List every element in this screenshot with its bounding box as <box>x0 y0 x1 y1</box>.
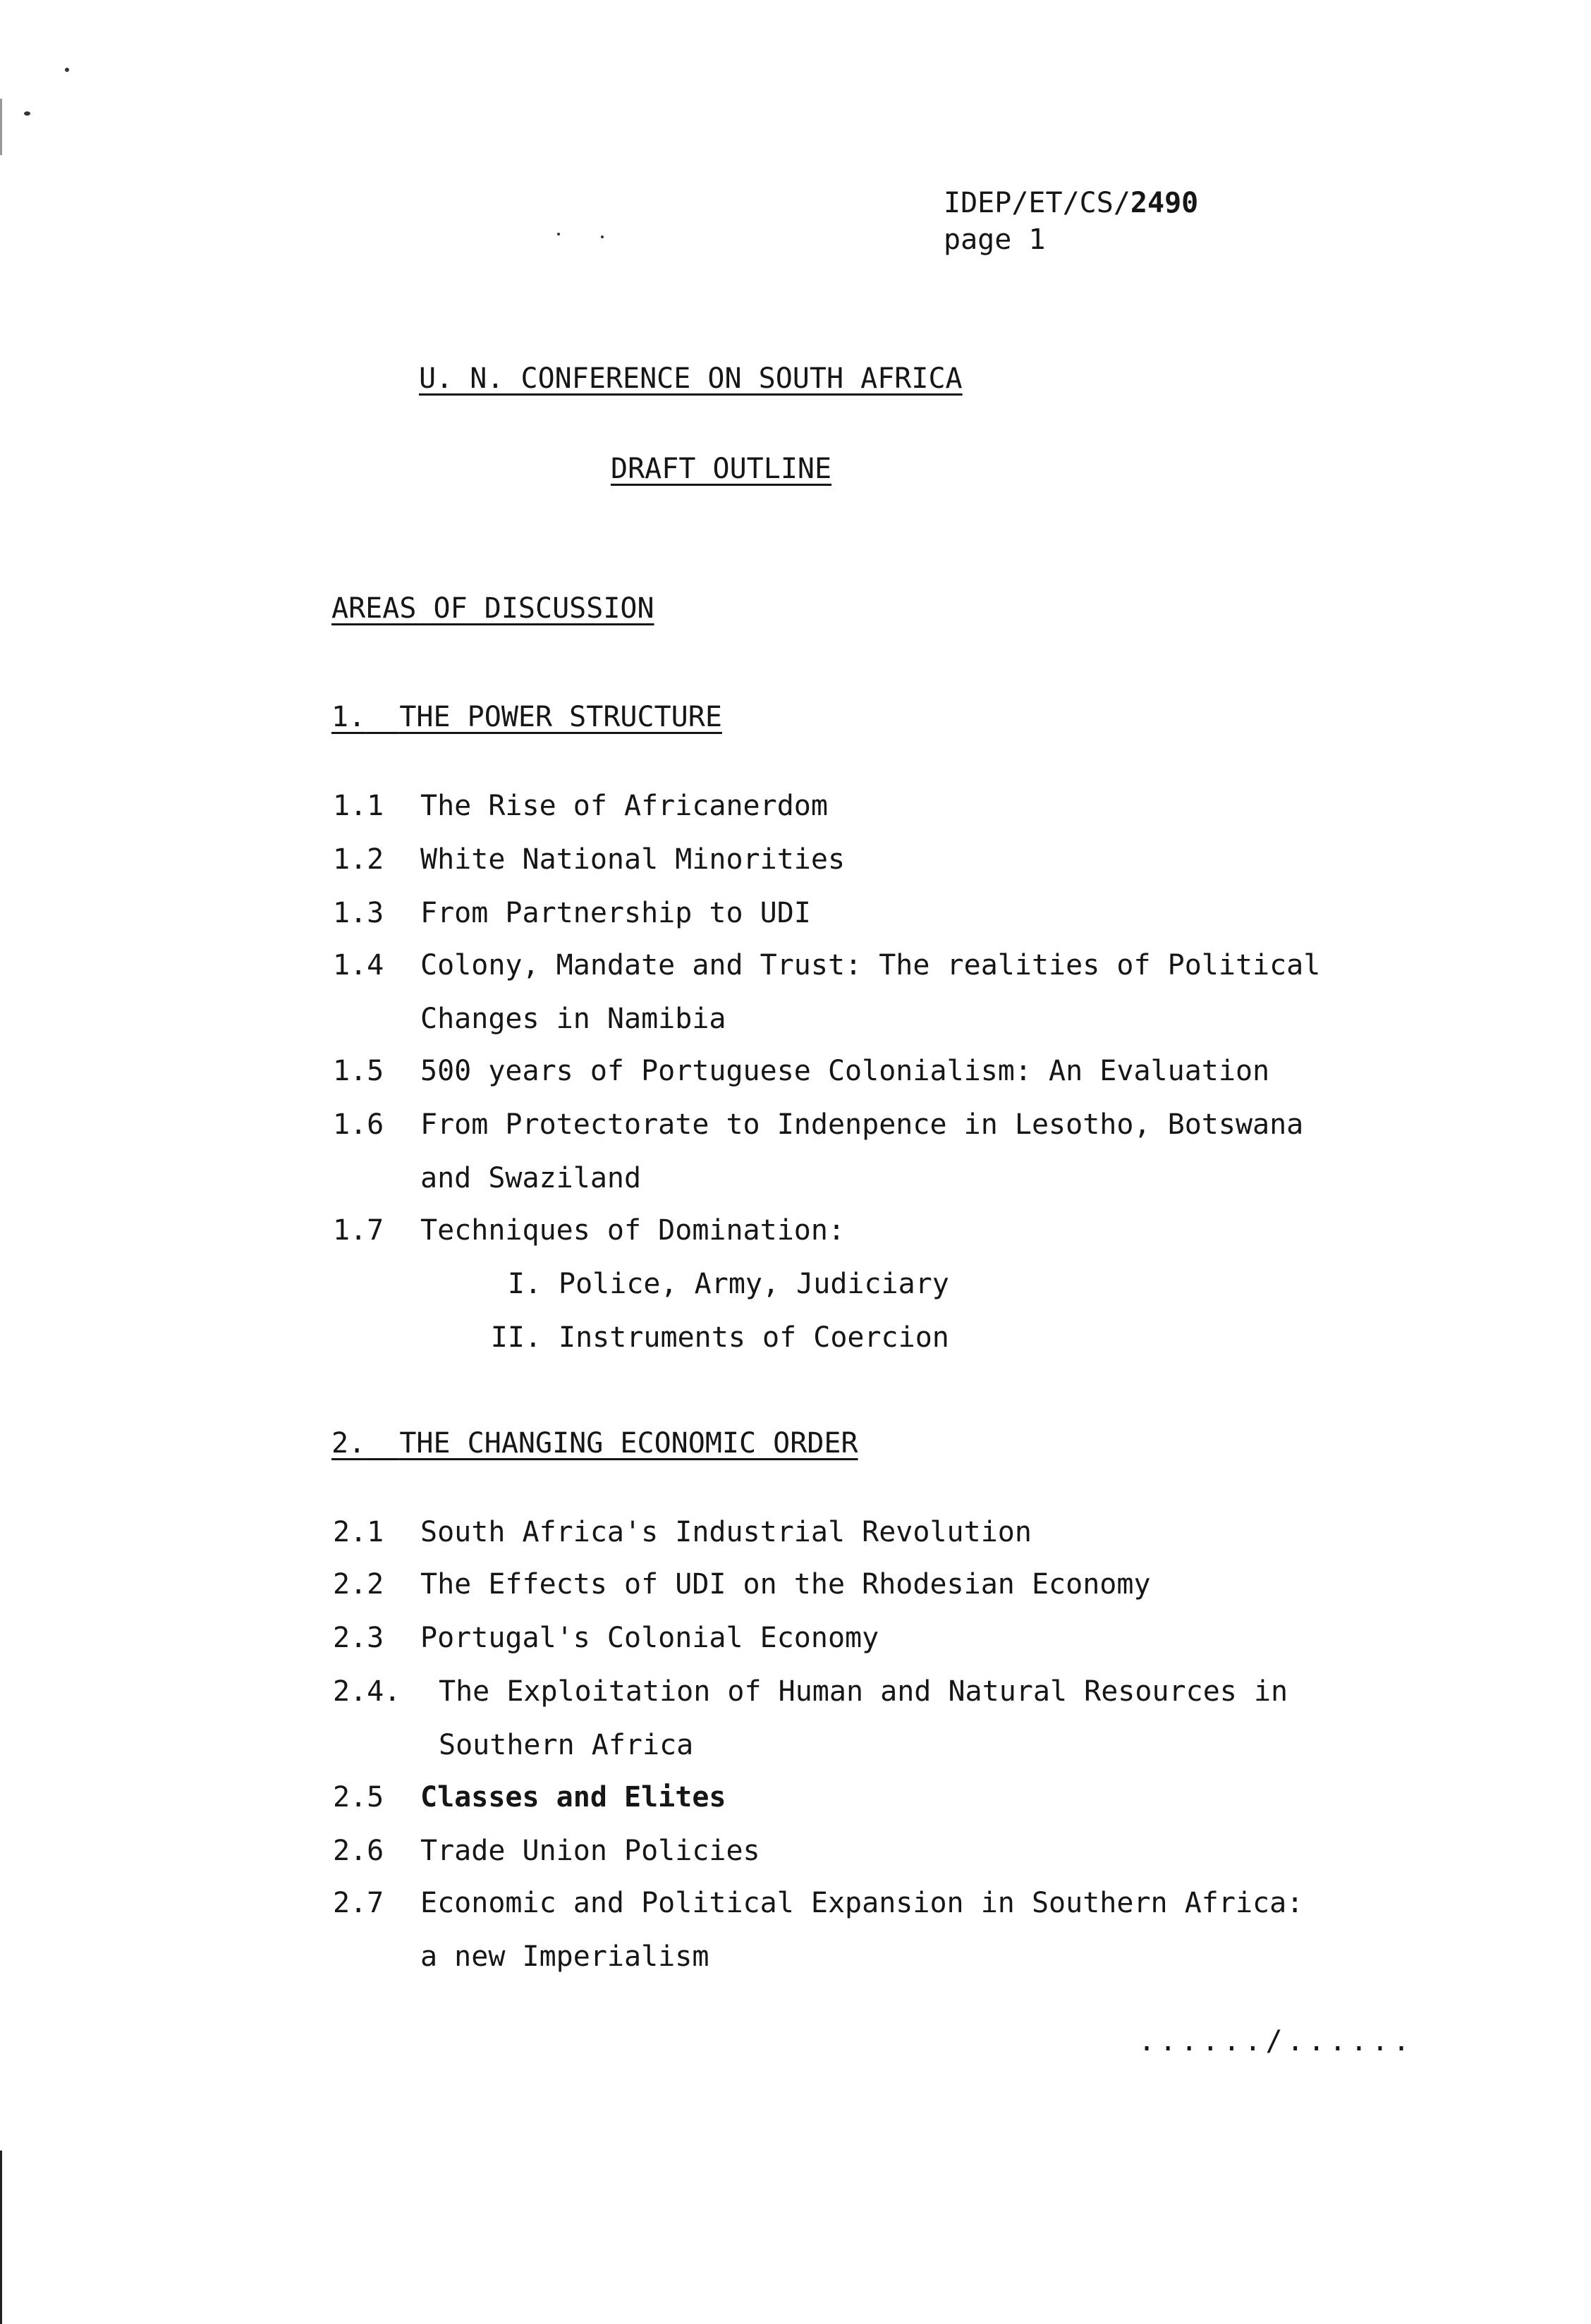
section-1-number: 1. <box>331 701 366 733</box>
outline-item-1-6: 1.6 From Protectorate to Indenpence in Lesotho, Botswana <box>333 1108 1304 1141</box>
scan-speck <box>557 233 560 236</box>
scan-speck <box>601 236 604 238</box>
scan-speck <box>65 68 69 72</box>
outline-item-2-7-continued: a new Imperialism <box>420 1940 709 1973</box>
conference-title: U. N. CONFERENCE ON SOUTH AFRICA <box>419 362 963 395</box>
outline-item-2-2: 2.2 The Effects of UDI on the Rhodesian Economy <box>333 1568 1151 1601</box>
draft-outline-title: DRAFT OUTLINE <box>611 453 832 485</box>
outline-item-2-5: 2.5 Classes and Elites <box>333 1781 726 1814</box>
outline-item-1-5: 1.5 500 years of Portuguese Colonialism: An Evaluation <box>333 1055 1270 1087</box>
outline-item-2-3: 2.3 Portugal's Colonial Economy <box>333 1622 879 1654</box>
page-number: page 1 <box>944 224 1046 256</box>
outline-item-2-6: 2.6 Trade Union Policies <box>333 1835 760 1867</box>
outline-item-1-3: 1.3 From Partnership to UDI <box>333 897 811 929</box>
outline-item-1-6-continued: and Swaziland <box>420 1162 642 1194</box>
scan-edge-mark <box>0 99 2 155</box>
outline-item-1-2: 1.2 White National Minorities <box>333 843 846 876</box>
section-2-heading <box>331 1426 858 1461</box>
section-2-title: THE CHANGING ECONOMIC ORDER <box>399 1427 858 1460</box>
document-reference <box>944 185 1198 258</box>
document-number: 2490 <box>1130 187 1199 219</box>
scan-edge-mark <box>0 2151 2 2324</box>
section-1-title: THE POWER STRUCTURE <box>399 701 722 733</box>
outline-item-1-7: 1.7 Techniques of Domination: <box>333 1214 846 1247</box>
sub-item-II: II. Instruments of Coercion <box>490 1321 949 1354</box>
scan-speck <box>24 111 30 116</box>
section-2-number: 2. <box>331 1427 366 1460</box>
outline-item-2-4: 2.4. The Exploitation of Human and Natural Resources in <box>333 1675 1288 1708</box>
outline-item-2-1: 2.1 South Africa's Industrial Revolution <box>333 1516 1032 1548</box>
areas-of-discussion-heading: AREAS OF DISCUSSION <box>331 592 654 625</box>
outline-item-2-7: 2.7 Economic and Political Expansion in Southern Africa: <box>333 1887 1304 1919</box>
outline-item-1-4-continued: Changes in Namibia <box>420 1003 726 1035</box>
continuation-mark: ....../...... <box>1138 2025 1415 2057</box>
outline-item-2-4-continued: Southern Africa <box>439 1729 694 1761</box>
sub-item-I: I. Police, Army, Judiciary <box>507 1268 949 1300</box>
outline-item-1-4: 1.4 Colony, Mandate and Trust: The realities of Political <box>333 949 1321 981</box>
document-code: IDEP/ET/CS/ <box>944 187 1130 219</box>
section-1-heading <box>331 699 722 735</box>
outline-item-1-1: 1.1 The Rise of Africanerdom <box>333 790 828 822</box>
